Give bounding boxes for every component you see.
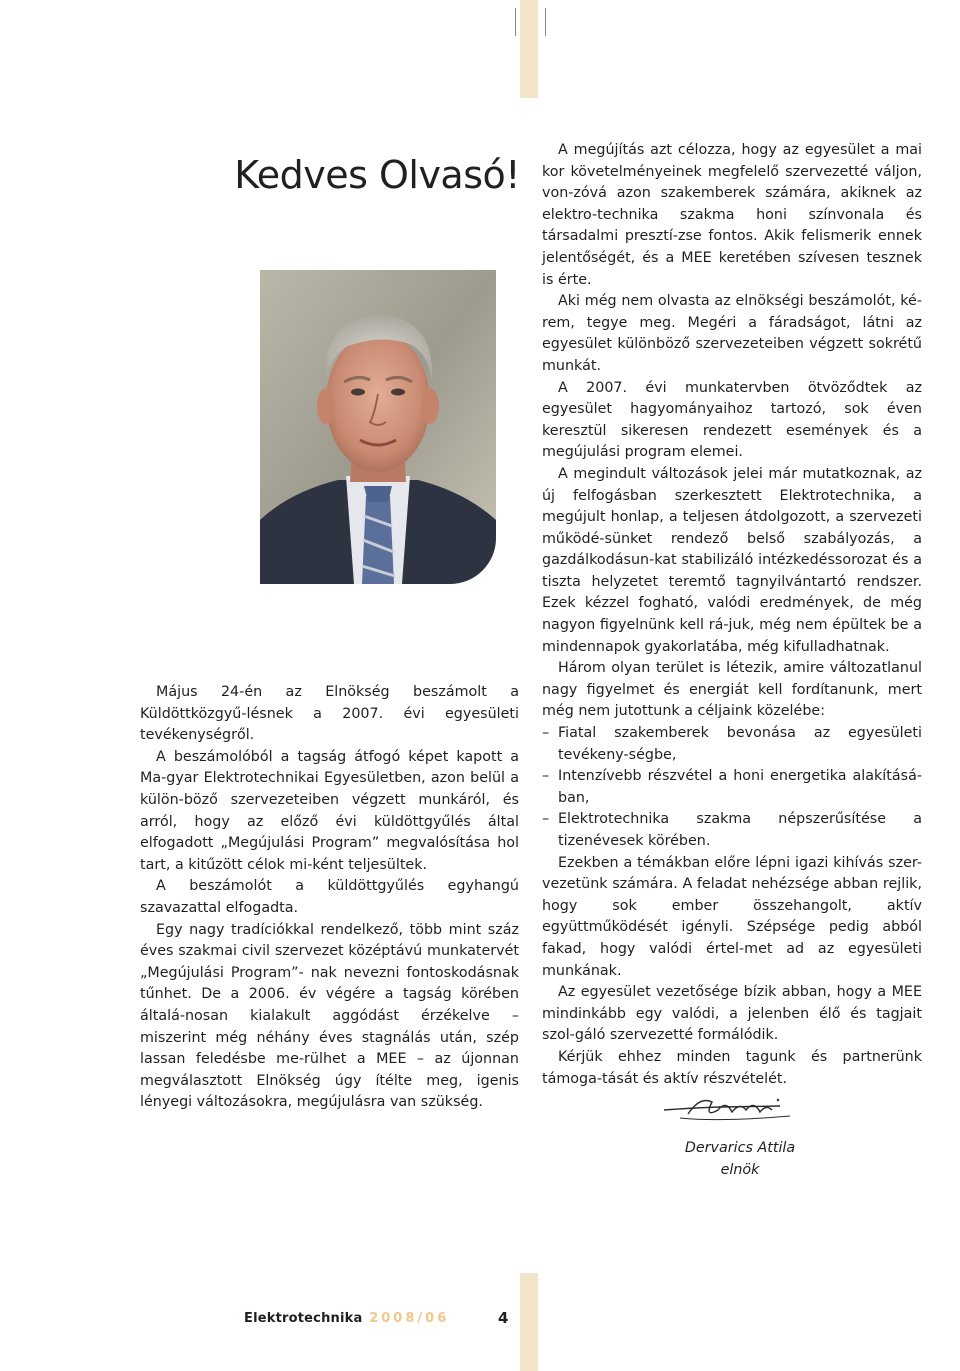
left-paragraph: Május 24-én az Elnökség beszámolt a Küldöttközgyű-lésnek a 2007. évi egyesületi tevékenységről. [140, 684, 519, 744]
issue-number: 2008/06 [369, 1311, 450, 1326]
top-vertical-rule [520, 0, 538, 98]
list-item [542, 766, 922, 809]
magazine-name: Elektrotechnika [244, 1311, 363, 1326]
left-paragraph: A beszámolóból a tagság átfogó képet kapott a Ma-gyar Elektrotechnikai Egyesületben, azon belül a külön-böző szervezeteiben végzett munkáról, és arról, hogy az előző évi küldöttgyűlés által elfogadott „Megújulási Program” megvalósítása hol tart, a kitűzött célok mi-ként teljesültek. [140, 748, 519, 873]
left-paragraph: Egy nagy tradíciókkal rendelkező, több mint száz éves szakmai civil szervezet középtávú munkatervét „Megújulási Program”- nak nevezni fontoskodásnak tűnhet. De a 2006. év végére a tagság körében általá-nosan kialakult aggódást érzékelve – miszerint még néhány éves stagnálás után, szép lassan feledésbe me-rülhet a MEE – az újonnan megválasztott Elnökség úgy ítélte meg, igenis lényegi változásokra, megújulásra van szükség. [140, 921, 519, 1111]
handwritten-signature [660, 1088, 800, 1128]
list-item-text: Fiatal szakemberek bevonása az egyesületi tevékeny-ségbe, [558, 725, 922, 763]
author-portrait [260, 270, 496, 584]
left-column [140, 682, 519, 1114]
footer [244, 1311, 449, 1326]
crop-mark [515, 8, 516, 36]
list-dash: – [542, 725, 550, 742]
signer-name: Dervarics Attila [684, 1140, 796, 1156]
crop-mark [545, 8, 546, 36]
bottom-vertical-rule [520, 1273, 538, 1371]
list-dash: – [542, 811, 550, 828]
list-item-text: Intenzívebb részvétel a honi energetika alakításá-ban, [558, 768, 922, 806]
right-paragraph: A megújítás azt célozza, hogy az egyesület a mai kor követelményeinek megfelelő szervezetté váljon, von-zóvá azon szakemberek számára, akiknek az elektro-technika szakma honi színvonala és társadalmi presztí-zse fontos. Akik felismerik ennek jelentőségét, és a MEE keretében szívesen tesznek is érte. [542, 142, 922, 288]
list-item [542, 809, 922, 852]
page-title: Kedves Olvasó! [234, 153, 520, 198]
signer-role: elnök [720, 1161, 760, 1178]
right-column [542, 140, 922, 1090]
list-item [542, 723, 922, 766]
right-paragraph: A 2007. évi munkatervben ötvöződtek az egyesület hagyományaihoz tartozó, sok éven keresztül sikeresen rendezett események és a megújulási program elemei. [542, 379, 922, 461]
right-paragraph: Az egyesület vezetősége bízik abban, hogy a MEE mindinkább egy valódi, a jelenben élő és tagjait szol-gáló szervezetté formálódik. [542, 984, 922, 1044]
portrait-image [260, 270, 496, 584]
left-paragraph: A beszámolót a küldöttgyűlés egyhangú szavazattal elfogadta. [140, 878, 519, 916]
list-item-text: Elektrotechnika szakma népszerűsítése a tizenévesek körében. [558, 811, 922, 849]
right-paragraph: Ezekben a témákban előre lépni igazi kihívás szer-vezetünk számára. A feladat nehézsége abban rejlik, hogy sok ember összehangolt, aktív együttműködését igényli. Szépsége pedig abból fakad, hogy valódi értel-met ad az egyesületi munkának. [542, 854, 922, 979]
right-paragraph: Három olyan terület is létezik, amire változatlanul nagy figyelmet és energiát kell fordítanunk, mert még nem jutottunk a céljaink közelébe: [542, 660, 922, 720]
right-paragraph: Aki még nem olvasta az elnökségi beszámolót, ké-rem, tegye meg. Megéri a fáradságot, látni az egyesület különböző szervezeteiben végzett sokrétű munkát. [542, 293, 922, 374]
list-dash: – [542, 768, 550, 785]
right-paragraph: A megindult változások jelei már mutatkoznak, az új felfogásban szerkesztett Elektrotechnika, a megújult honlap, a teljesen átdolgozott, a szervezeti működé-sünket rendező belső szabályozás, a gazdálkodásun-kat stabilizáló intézkedéssorozat és a tiszta helyzetet teremtő tagnyilvántartó rendszer. Ezek kézzel fogható, valódi eredmények, de még nagyon figyelnünk kell rá-juk, még nem épültek be a mindennapok gyakorlatába, még kifulladhatnak. [542, 465, 922, 655]
right-paragraph: Kérjük ehhez minden tagunk és partnerünk támoga-tását és aktív részvételét. [542, 1048, 922, 1087]
signature-block [660, 1138, 820, 1181]
page-number: 4 [498, 1309, 509, 1327]
